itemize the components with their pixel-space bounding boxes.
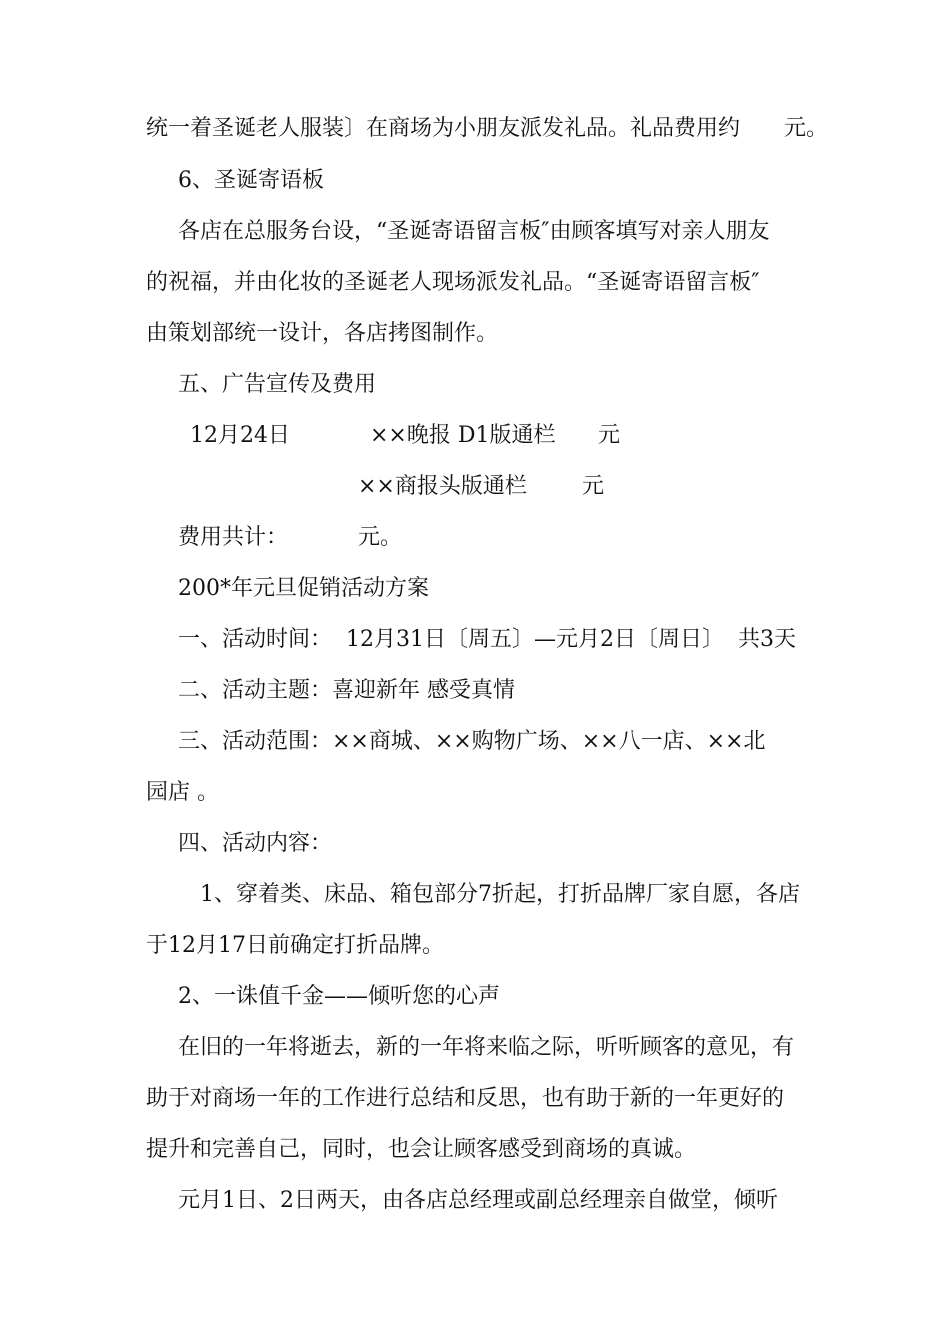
- text-line: 二、活动主题：喜迎新年 感受真情: [178, 678, 515, 703]
- text-line: 园店 。: [146, 780, 219, 805]
- text-line: 于12月17日前确定打折品牌。: [146, 933, 444, 958]
- ad-item: ××商报头版通栏: [358, 474, 527, 499]
- total-cost-label: 费用共计：: [178, 525, 289, 550]
- text-line: 元月1日、2日两天，由各店总经理或副总经理亲自做堂，倾听: [178, 1188, 778, 1213]
- plan-title: 200*年元旦促销活动方案: [178, 576, 429, 601]
- ad-date: 12月24日: [190, 423, 290, 448]
- section-heading: 五、广告宣传及费用: [178, 372, 377, 397]
- section-heading: 四、活动内容：: [178, 831, 333, 856]
- text-line: 各店在总服务台设，“圣诞寄语留言板″由顾客填写对亲人朋友: [178, 219, 770, 244]
- text-line: 提升和完善自己，同时，也会让顾客感受到商场的真诚。: [146, 1137, 697, 1162]
- text-line: 在旧的一年将逝去，新的一年将来临之际，听听顾客的意见，有: [178, 1035, 795, 1060]
- text-line: 统一着圣诞老人服装〕在商场为小朋友派发礼品。礼品费用约 元。: [146, 116, 829, 141]
- ad-cost: 元: [582, 474, 605, 499]
- text-line: 由策划部统一设计，各店拷图制作。: [146, 321, 499, 346]
- text-line: 助于对商场一年的工作进行总结和反思，也有助于新的一年更好的: [146, 1086, 785, 1111]
- section-heading: 6、圣诞寄语板: [178, 168, 324, 193]
- ad-cost: 元: [598, 423, 621, 448]
- total-cost-value: 元。: [358, 525, 403, 550]
- text-line: 1、穿着类、床品、箱包部分7折起，打折品牌厂家自愿，各店: [200, 882, 800, 907]
- text-line: 三、活动范围：××商城、××购物广场、××八一店、××北: [178, 729, 766, 754]
- text-line: 的祝福，并由化妆的圣诞老人现场派发礼品。“圣诞寄语留言板″: [146, 270, 760, 295]
- ad-item: ××晚报 D1版通栏: [370, 423, 556, 448]
- section-heading: 2、一诛值千金——倾听您的心声: [178, 984, 500, 1009]
- text-line: 一、活动时间： 12月31日〔周五〕—元月2日〔周日〕 共3天: [178, 627, 796, 652]
